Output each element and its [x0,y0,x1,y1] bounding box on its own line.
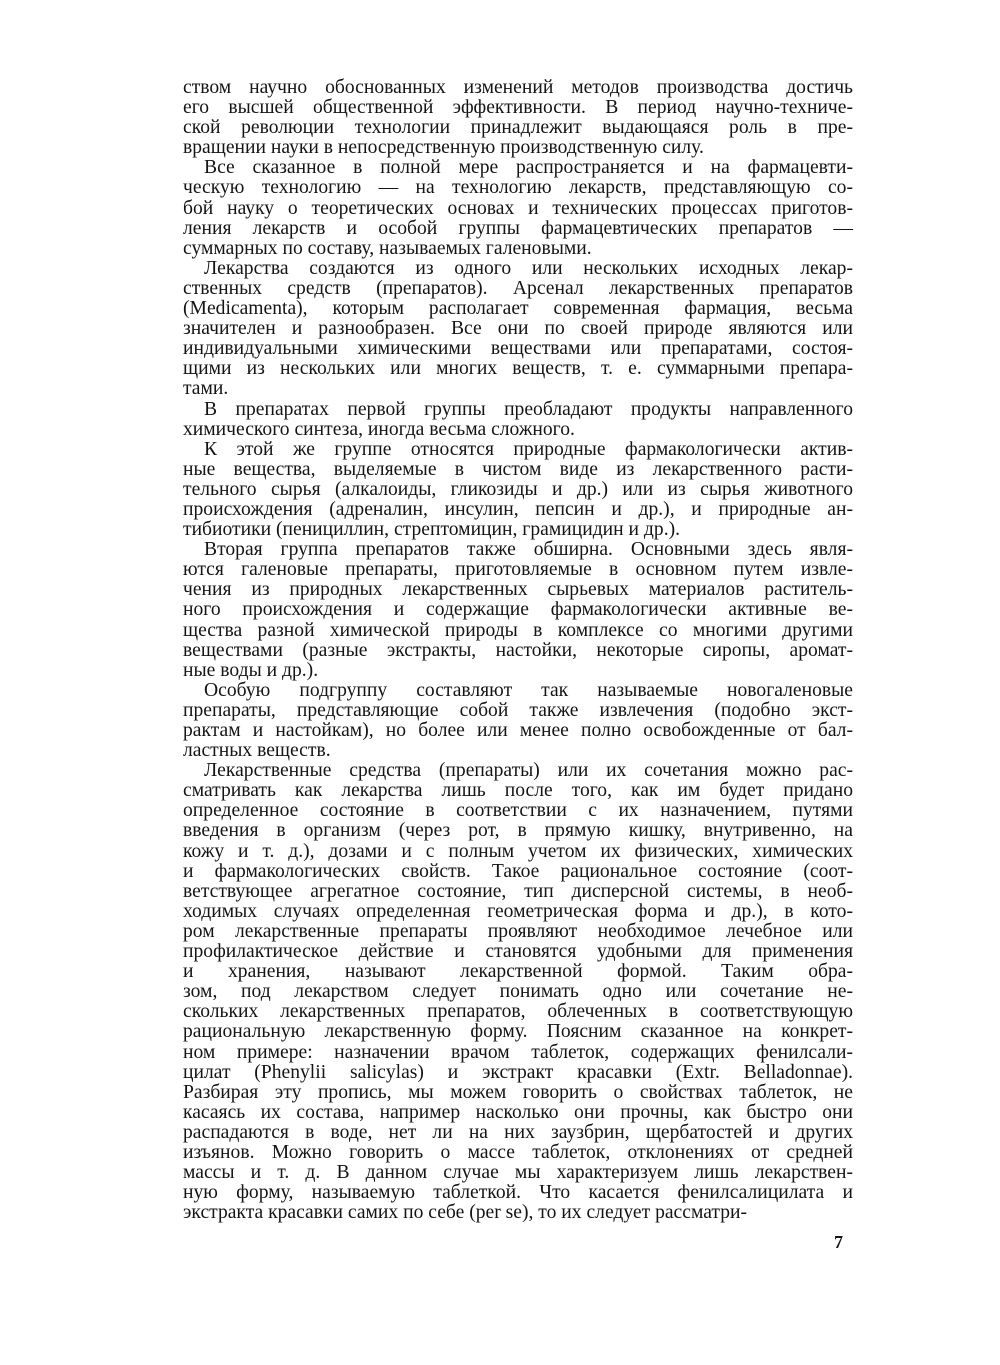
paragraph [183,681,853,761]
text-line: веществами (разные экстракты, настойки, некоторые сиропы, аромат- [183,639,853,661]
text-line: цилат (Phenylii salicylas) и экстракт красавки (Extr. Belladonnae). [183,1061,853,1083]
text-line: сматривать как лекарства лишь после того, как им будет придано [183,780,853,802]
paragraph [183,540,853,681]
page-number: 7 [834,1232,843,1252]
paragraph [183,440,853,540]
text-line: тами. [183,378,229,400]
text-line: ном примере: назначении врачом таблеток, содержащих фенилсали- [183,1041,853,1063]
text-line: рактам и настойкам), но более или менее полно освобожденные от бал- [183,720,853,741]
text-line: Все сказанное в полной мере распространяется и на фармацевти- [204,157,853,179]
text-line: Лекарственные средства (препараты) или их сочетания можно рас- [204,760,853,782]
text-line: ного происхождения и содержащие фармакологически активные ве- [183,599,853,621]
text-line: вращении науки в непосредственную производственную силу. [183,137,704,159]
text-line: ческую технологию — на технологию лекарств, представляющую со- [183,177,853,199]
text-line: щими из нескольких или многих веществ, т. е. суммарными препара- [183,358,853,380]
text-line: определенное состояние в соответствии с их назначением, путями [183,800,853,822]
text-line: зом, под лекарством следует понимать одно или сочетание не- [183,981,853,1003]
text-line: скольких лекарственных препаратов, облеченных в соответствующую [183,1001,853,1023]
text-line: тельного сырья (алкалоиды, гликозиды и др.) или из сырья животного [183,478,853,500]
text-line: ные воды и др.). [183,659,319,681]
text-line: суммарных по составу, называемых галеновыми. [183,237,592,259]
text-line: и фармакологических свойств. Такое рациональное состояние (соот- [183,860,853,882]
text-line: тибиотики (пенициллин, стрептомицин, грамицидин и др.). [183,519,681,541]
paragraph [183,158,853,258]
text-line: щества разной химической природы в комплексе со многими другими [183,619,853,641]
text-line: В препаратах первой группы преобладают продукты направленного [204,398,853,420]
text-line: рациональную лекарственную форму. Поясним сказанное на конкрет- [183,1021,853,1043]
text-line: индивидуальными химическими веществами или препаратами, состоя- [183,338,853,360]
paragraph [183,400,853,440]
text-line: кожу и т. д.), дозами и с полным учетом их физических, химических [183,840,853,862]
text-line: ром лекарственные препараты проявляют необходимое лечебное или [183,920,853,942]
text-line: касаясь их состава, например насколько они прочны, как быстро они [183,1101,853,1123]
text-line: препараты, представляющие собой также извлечения (подобно экст- [183,699,853,721]
text-line: ления лекарств и особой группы фармацевтических препаратов — [183,217,853,239]
text-line: чения из природных лекарственных сырьевых материалов раститель- [183,579,853,601]
text-line: профилактическое действие и становятся удобными для применения [183,941,853,963]
text-line: бой науку о теоретических основах и технических процессах приготов- [183,197,853,219]
text-line: ются галеновые препараты, приготовляемые в основном путем извле- [183,559,853,581]
text-line: (Medicamenta), которым располагает современная фармация, весьма [183,298,853,320]
text-line: значителен и разнообразен. Все они по своей природе являются или [183,318,853,340]
text-line: и хранения, называют лекарственной формой. Таким обра- [183,961,853,983]
paragraph [183,259,853,400]
text-line: ственных средств (препаратов). Арсенал лекарственных препаратов [183,277,853,299]
text-line: изъянов. Можно говорить о массе таблеток, отклонениях от средней [183,1141,853,1163]
paragraph [183,761,853,1223]
text-line: ные вещества, выделяемые в чистом виде из лекарственного расти- [183,458,853,480]
text-line: ластных веществ. [183,740,331,762]
text-line: ходимых случаях определенная геометрическая форма и др.), в кото- [183,900,853,922]
text-line: ветствующее агрегатное состояние, тип дисперсной системы, в необ- [183,880,853,902]
body-text [183,78,853,1223]
text-line: экстракта красавки самих по себе (per se), то их следует рассматри- [183,1202,748,1224]
paragraph [183,78,853,158]
text-line: К этой же группе относятся природные фармакологически актив- [204,438,853,460]
text-line: массы и т. д. В данном случае мы характеризуем лишь лекарствен- [183,1162,853,1184]
text-line: его высшей общественной эффективности. В период научно-техниче- [183,97,853,119]
text-line: Разбирая эту пропись, мы можем говорить о свойствах таблеток, не [183,1081,853,1103]
text-line: химического синтеза, иногда весьма сложного. [183,418,575,440]
text-line: Вторая группа препаратов также обширна. Основными здесь явля- [204,539,853,561]
text-line: ную форму, называемую таблеткой. Что касается фенилсалицилата и [183,1182,853,1204]
text-line: ством научно обоснованных изменений методов производства достичь [183,77,853,98]
text-line: распадаются в воде, нет ли на них заузбрин, щербатостей и других [183,1121,853,1143]
text-line: введения в организм (через рот, в прямую кишку, внутривенно, на [183,820,853,842]
text-line: ской революции технологии принадлежит выдающаяся роль в пре- [183,117,853,139]
text-line: Особую подгруппу составляют так называемые новогаленовые [204,679,853,701]
text-line: Лекарства создаются из одного или нескольких исходных лекар- [204,257,853,279]
text-line: происхождения (адреналин, инсулин, пепсин и др.), и природные ан- [183,498,853,520]
